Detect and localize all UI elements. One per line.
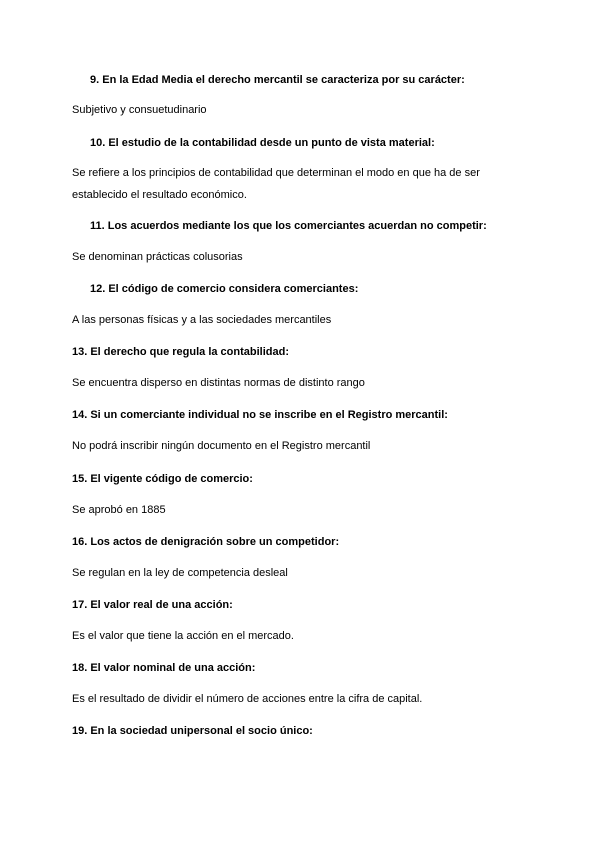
- question-16: 16. Los actos de denigración sobre un competidor:: [72, 536, 340, 548]
- answer-17: Es el valor que tiene la acción en el mercado.: [72, 630, 294, 642]
- question-19: 19. En la sociedad unipersonal el socio único:: [72, 725, 313, 737]
- answer-14: No podrá inscribir ningún documento en el Registro mercantil: [72, 440, 371, 452]
- answer-15: Se aprobó en 1885: [72, 504, 166, 516]
- question-12: 12. El código de comercio considera comerciantes:: [90, 283, 359, 295]
- question-15: 15. El vigente código de comercio:: [72, 473, 253, 485]
- answer-9: Subjetivo y consuetudinario: [72, 104, 207, 116]
- answer-11: Se denominan prácticas colusorias: [72, 251, 243, 263]
- answer-13: Se encuentra disperso en distintas normas de distinto rango: [72, 377, 365, 389]
- question-18: 18. El valor nominal de una acción:: [72, 662, 256, 674]
- answer-16: Se regulan en la ley de competencia desleal: [72, 567, 288, 579]
- answer-12: A las personas físicas y a las sociedades mercantiles: [72, 314, 332, 326]
- answer-10: Se refiere a los principios de contabilidad que determinan el modo en que ha de ser establecido el resultado económico.: [72, 167, 480, 201]
- question-10: 10. El estudio de la contabilidad desde un punto de vista material:: [90, 137, 435, 149]
- question-11: 11. Los acuerdos mediante los que los comerciantes acuerdan no competir:: [90, 220, 487, 232]
- answer-18: Es el resultado de dividir el número de acciones entre la cifra de capital.: [72, 693, 423, 705]
- question-9: 9. En la Edad Media el derecho mercantil se caracteriza por su carácter:: [90, 74, 465, 86]
- question-13: 13. El derecho que regula la contabilidad:: [72, 346, 289, 358]
- question-17: 17. El valor real de una acción:: [72, 599, 233, 611]
- question-14: 14. Si un comerciante individual no se inscribe en el Registro mercantil:: [72, 409, 448, 421]
